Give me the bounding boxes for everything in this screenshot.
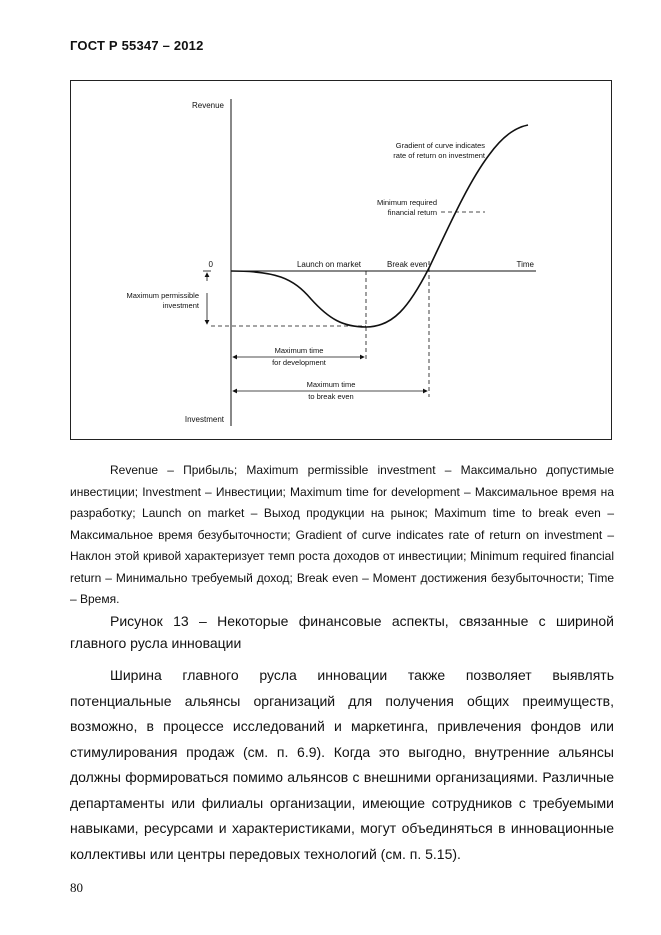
figure-frame [70,80,612,440]
body-paragraph: Ширина главного русла инновации также позволяет выявлять потенциальные альянсы организаций для получения общих преимуществ, возможно, в процессе исследований и маркетинга, привлечения фондов или стимулирования продаж (см. п. 6.9). Когда это выгодно, внутренние альянсы должны формироваться помимо альянсов с внешними организациями. Различные департаменты или филиалы организации, имеющие сотрудников с требуемыми навыками, ресурсами и характеристиками, могут объединяться в инновационные коллективы или центры передовых технологий (см. п. 5.15). [70,667,614,862]
max-investment-label-line2: investment [162,301,199,310]
document-header: ГОСТ Р 55347 – 2012 [70,38,204,53]
figure-caption: Рисунок 13 – Некоторые финансовые аспекты, связанные с шириной главного русла инновации [70,613,614,651]
revenue-label: Revenue [191,101,224,110]
min-return-label-line2: financial return [387,208,437,217]
gradient-label-line2: rate of return on investment [393,151,485,160]
launch-label: Launch on market [296,260,361,269]
max-investment-label-line1: Maximum permissible [126,291,199,300]
min-return-label-line1: Minimum required [376,198,437,207]
origin-label: 0 [208,260,213,269]
max-break-even-label-line1: Maximum time [306,380,356,389]
financial-diagram [71,81,613,441]
investment-label: Investment [184,415,224,424]
figure-legend: Revenue – Прибыль; Maximum permissible investment – Максимально допустимые инвестиции; Investment – Инвестиции; Maximum time for development – Максимальное время на разработку; Launch on market – Выход продукции на рынок; Maximum time to break even – Максимальное время безубыточности; Gradient of curve indicates rate of return on investment – Наклон этой кривой характеризует темп роста доходов от инвестиции; Minimum required financial return – Минимально требуемый доход; Break even – Момент достижения безубыточности; Time – Время. [70,463,614,606]
gradient-label-line1: Gradient of curve indicates [395,141,485,150]
page-number: 80 [70,880,83,895]
time-label: Time [516,260,534,269]
break-even-label: Break even [387,260,428,269]
max-dev-label-line1: Maximum time [274,346,324,355]
max-dev-label-line2: for development [272,358,326,367]
max-break-even-label-line2: to break even [308,392,354,401]
